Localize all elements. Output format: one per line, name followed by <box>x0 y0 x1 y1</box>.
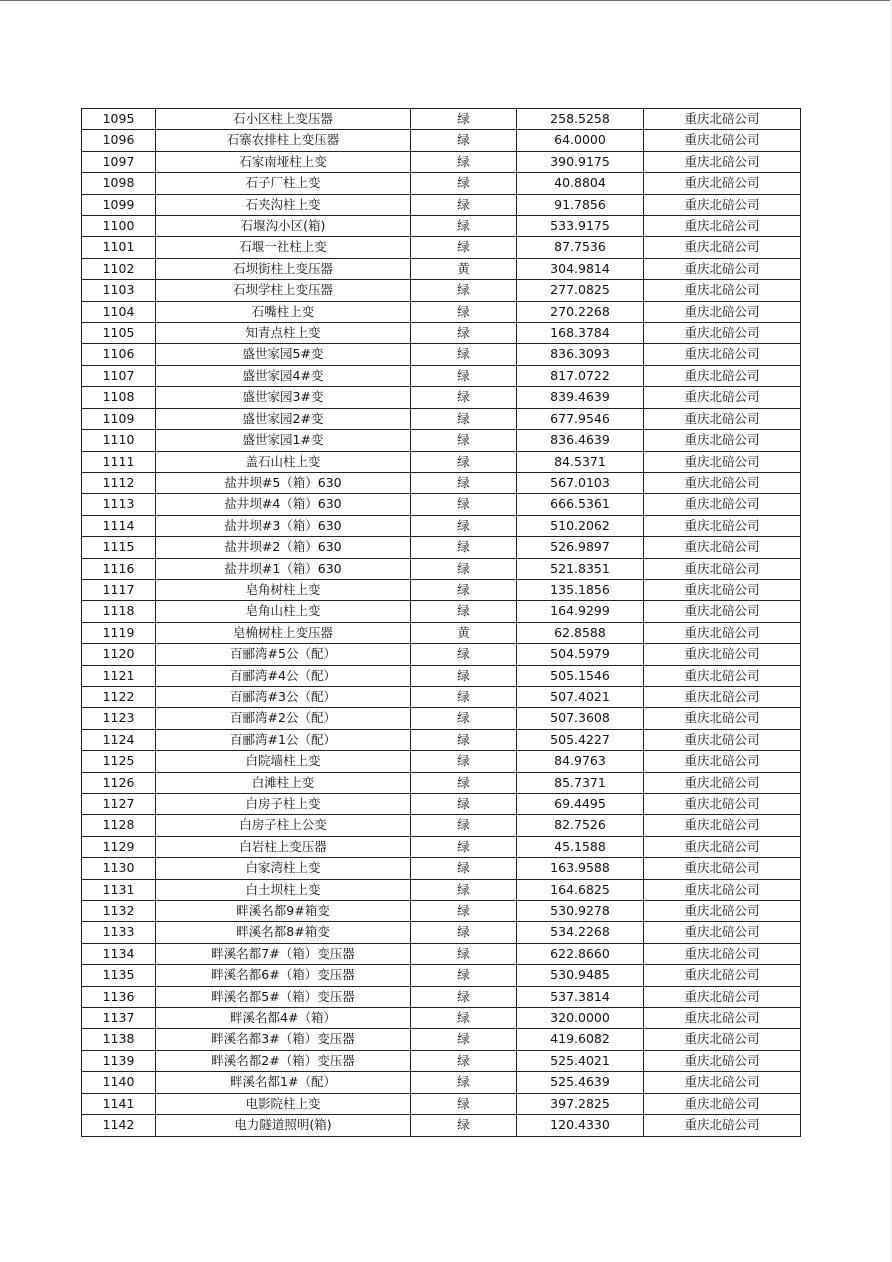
status-cell: 绿 <box>411 986 517 1007</box>
row-id-cell: 1130 <box>82 858 156 879</box>
table-row <box>82 216 801 237</box>
transformer-name-cell: 电力隧道照明(箱) <box>156 1115 411 1136</box>
row-id-cell: 1112 <box>82 472 156 493</box>
value-cell: 45.1588 <box>517 836 644 857</box>
transformer-name-cell: 盛世家园5#变 <box>156 344 411 365</box>
value-cell: 69.4495 <box>517 794 644 815</box>
transformer-name-cell: 畔溪名都9#箱变 <box>156 901 411 922</box>
company-cell: 重庆北碚公司 <box>644 472 801 493</box>
company-cell: 重庆北碚公司 <box>644 537 801 558</box>
row-id-cell: 1126 <box>82 772 156 793</box>
value-cell: 537.3814 <box>517 986 644 1007</box>
transformer-name-cell: 皂角树柱上变 <box>156 579 411 600</box>
transformer-name-cell: 畔溪名都8#箱变 <box>156 922 411 943</box>
transformer-name-cell: 石堰沟小区(箱) <box>156 216 411 237</box>
transformer-name-cell: 盛世家园2#变 <box>156 408 411 429</box>
status-cell: 绿 <box>411 194 517 215</box>
value-cell: 510.2062 <box>517 515 644 536</box>
transformer-name-cell: 盛世家园4#变 <box>156 365 411 386</box>
company-cell: 重庆北碚公司 <box>644 301 801 322</box>
row-id-cell: 1140 <box>82 1072 156 1093</box>
transformer-name-cell: 白房子柱上变 <box>156 794 411 815</box>
company-cell: 重庆北碚公司 <box>644 1008 801 1029</box>
company-cell: 重庆北碚公司 <box>644 408 801 429</box>
status-cell: 绿 <box>411 686 517 707</box>
value-cell: 507.4021 <box>517 686 644 707</box>
transformer-name-cell: 白家湾柱上变 <box>156 858 411 879</box>
table-row <box>82 579 801 600</box>
transformer-name-cell: 百郦湾#5公（配） <box>156 644 411 665</box>
company-cell: 重庆北碚公司 <box>644 515 801 536</box>
transformer-name-cell: 石小区柱上变压器 <box>156 109 411 130</box>
row-id-cell: 1123 <box>82 708 156 729</box>
row-id-cell: 1136 <box>82 986 156 1007</box>
row-id-cell: 1124 <box>82 729 156 750</box>
table-row <box>82 1115 801 1136</box>
row-id-cell: 1127 <box>82 794 156 815</box>
company-cell: 重庆北碚公司 <box>644 665 801 686</box>
status-cell: 绿 <box>411 151 517 172</box>
status-cell: 绿 <box>411 558 517 579</box>
table-row <box>82 558 801 579</box>
table-row <box>82 943 801 964</box>
value-cell: 64.0000 <box>517 130 644 151</box>
table-row <box>82 622 801 643</box>
transformer-name-cell: 百郦湾#4公（配） <box>156 665 411 686</box>
status-cell: 绿 <box>411 858 517 879</box>
status-cell: 绿 <box>411 836 517 857</box>
table-row <box>82 408 801 429</box>
transformer-name-cell: 石坝学柱上变压器 <box>156 280 411 301</box>
table-row <box>82 772 801 793</box>
value-cell: 505.1546 <box>517 665 644 686</box>
status-cell: 绿 <box>411 601 517 622</box>
transformer-name-cell: 电影院柱上变 <box>156 1093 411 1114</box>
row-id-cell: 1135 <box>82 965 156 986</box>
company-cell: 重庆北碚公司 <box>644 1072 801 1093</box>
company-cell: 重庆北碚公司 <box>644 815 801 836</box>
value-cell: 504.5979 <box>517 644 644 665</box>
value-cell: 163.9588 <box>517 858 644 879</box>
row-id-cell: 1097 <box>82 151 156 172</box>
company-cell: 重庆北碚公司 <box>644 558 801 579</box>
row-id-cell: 1134 <box>82 943 156 964</box>
row-id-cell: 1137 <box>82 1008 156 1029</box>
transformer-name-cell: 畔溪名都3#（箱）变压器 <box>156 1029 411 1050</box>
company-cell: 重庆北碚公司 <box>644 772 801 793</box>
company-cell: 重庆北碚公司 <box>644 708 801 729</box>
company-cell: 重庆北碚公司 <box>644 451 801 472</box>
status-cell: 绿 <box>411 922 517 943</box>
status-cell: 绿 <box>411 1115 517 1136</box>
table-row <box>82 515 801 536</box>
status-cell: 绿 <box>411 1093 517 1114</box>
company-cell: 重庆北碚公司 <box>644 794 801 815</box>
value-cell: 836.4639 <box>517 430 644 451</box>
table-row <box>82 472 801 493</box>
company-cell: 重庆北碚公司 <box>644 965 801 986</box>
company-cell: 重庆北碚公司 <box>644 901 801 922</box>
status-cell: 绿 <box>411 708 517 729</box>
row-id-cell: 1122 <box>82 686 156 707</box>
value-cell: 82.7526 <box>517 815 644 836</box>
company-cell: 重庆北碚公司 <box>644 579 801 600</box>
status-cell: 绿 <box>411 344 517 365</box>
transformer-name-cell: 盐井坝#4（箱）630 <box>156 494 411 515</box>
row-id-cell: 1141 <box>82 1093 156 1114</box>
row-id-cell: 1108 <box>82 387 156 408</box>
status-cell: 绿 <box>411 879 517 900</box>
status-cell: 黄 <box>411 622 517 643</box>
table-row <box>82 1072 801 1093</box>
row-id-cell: 1098 <box>82 173 156 194</box>
table-row <box>82 858 801 879</box>
table-row <box>82 430 801 451</box>
value-cell: 120.4330 <box>517 1115 644 1136</box>
company-cell: 重庆北碚公司 <box>644 258 801 279</box>
status-cell: 绿 <box>411 537 517 558</box>
table-row <box>82 1008 801 1029</box>
row-id-cell: 1133 <box>82 922 156 943</box>
table-row <box>82 537 801 558</box>
table-row <box>82 644 801 665</box>
company-cell: 重庆北碚公司 <box>644 879 801 900</box>
status-cell: 绿 <box>411 130 517 151</box>
status-cell: 绿 <box>411 280 517 301</box>
row-id-cell: 1107 <box>82 365 156 386</box>
table-row <box>82 836 801 857</box>
transformer-name-cell: 百郦湾#1公（配） <box>156 729 411 750</box>
value-cell: 320.0000 <box>517 1008 644 1029</box>
status-cell: 绿 <box>411 965 517 986</box>
row-id-cell: 1096 <box>82 130 156 151</box>
company-cell: 重庆北碚公司 <box>644 686 801 707</box>
value-cell: 84.9763 <box>517 751 644 772</box>
row-id-cell: 1113 <box>82 494 156 515</box>
company-cell: 重庆北碚公司 <box>644 601 801 622</box>
status-cell: 绿 <box>411 772 517 793</box>
status-cell: 绿 <box>411 494 517 515</box>
status-cell: 绿 <box>411 430 517 451</box>
value-cell: 258.5258 <box>517 109 644 130</box>
row-id-cell: 1120 <box>82 644 156 665</box>
company-cell: 重庆北碚公司 <box>644 173 801 194</box>
status-cell: 绿 <box>411 1029 517 1050</box>
table-row <box>82 451 801 472</box>
company-cell: 重庆北碚公司 <box>644 858 801 879</box>
table-row <box>82 665 801 686</box>
row-id-cell: 1095 <box>82 109 156 130</box>
status-cell: 绿 <box>411 815 517 836</box>
value-cell: 507.3608 <box>517 708 644 729</box>
status-cell: 绿 <box>411 216 517 237</box>
value-cell: 567.0103 <box>517 472 644 493</box>
row-id-cell: 1121 <box>82 665 156 686</box>
company-cell: 重庆北碚公司 <box>644 729 801 750</box>
company-cell: 重庆北碚公司 <box>644 323 801 344</box>
row-id-cell: 1109 <box>82 408 156 429</box>
status-cell: 绿 <box>411 579 517 600</box>
value-cell: 525.4639 <box>517 1072 644 1093</box>
row-id-cell: 1117 <box>82 579 156 600</box>
row-id-cell: 1114 <box>82 515 156 536</box>
table-row <box>82 365 801 386</box>
transformer-name-cell: 皂角山柱上变 <box>156 601 411 622</box>
transformer-name-cell: 石家南垭柱上变 <box>156 151 411 172</box>
transformer-name-cell: 畔溪名都7#（箱）变压器 <box>156 943 411 964</box>
transformer-name-cell: 畔溪名都1#（配） <box>156 1072 411 1093</box>
value-cell: 521.8351 <box>517 558 644 579</box>
table-row <box>82 387 801 408</box>
table-row <box>82 986 801 1007</box>
table-row <box>82 922 801 943</box>
value-cell: 534.2268 <box>517 922 644 943</box>
row-id-cell: 1118 <box>82 601 156 622</box>
table-row <box>82 901 801 922</box>
status-cell: 绿 <box>411 644 517 665</box>
transformer-name-cell: 白土坝柱上变 <box>156 879 411 900</box>
value-cell: 839.4639 <box>517 387 644 408</box>
table-row <box>82 301 801 322</box>
value-cell: 91.7856 <box>517 194 644 215</box>
status-cell: 绿 <box>411 301 517 322</box>
table-body <box>82 109 801 1137</box>
value-cell: 277.0825 <box>517 280 644 301</box>
company-cell: 重庆北碚公司 <box>644 237 801 258</box>
status-cell: 绿 <box>411 323 517 344</box>
row-id-cell: 1129 <box>82 836 156 857</box>
transformer-name-cell: 畔溪名都5#（箱）变压器 <box>156 986 411 1007</box>
table-row <box>82 237 801 258</box>
transformer-name-cell: 知青点柱上变 <box>156 323 411 344</box>
row-id-cell: 1101 <box>82 237 156 258</box>
company-cell: 重庆北碚公司 <box>644 344 801 365</box>
transformer-name-cell: 白院墙柱上变 <box>156 751 411 772</box>
company-cell: 重庆北碚公司 <box>644 151 801 172</box>
table-row <box>82 1029 801 1050</box>
company-cell: 重庆北碚公司 <box>644 644 801 665</box>
table-row <box>82 815 801 836</box>
value-cell: 530.9278 <box>517 901 644 922</box>
status-cell: 绿 <box>411 173 517 194</box>
transformer-name-cell: 石坝街柱上变压器 <box>156 258 411 279</box>
status-cell: 绿 <box>411 665 517 686</box>
transformer-name-cell: 石子厂柱上变 <box>156 173 411 194</box>
company-cell: 重庆北碚公司 <box>644 109 801 130</box>
table-row <box>82 494 801 515</box>
table-row <box>82 323 801 344</box>
status-cell: 绿 <box>411 515 517 536</box>
value-cell: 164.6825 <box>517 879 644 900</box>
value-cell: 40.8804 <box>517 173 644 194</box>
row-id-cell: 1104 <box>82 301 156 322</box>
value-cell: 622.8660 <box>517 943 644 964</box>
row-id-cell: 1132 <box>82 901 156 922</box>
value-cell: 270.2268 <box>517 301 644 322</box>
value-cell: 62.8588 <box>517 622 644 643</box>
table-row <box>82 280 801 301</box>
value-cell: 304.9814 <box>517 258 644 279</box>
row-id-cell: 1100 <box>82 216 156 237</box>
company-cell: 重庆北碚公司 <box>644 1029 801 1050</box>
value-cell: 164.9299 <box>517 601 644 622</box>
value-cell: 397.2825 <box>517 1093 644 1114</box>
row-id-cell: 1131 <box>82 879 156 900</box>
company-cell: 重庆北碚公司 <box>644 494 801 515</box>
transformer-name-cell: 百郦湾#3公（配） <box>156 686 411 707</box>
transformer-name-cell: 盛世家园3#变 <box>156 387 411 408</box>
status-cell: 绿 <box>411 472 517 493</box>
row-id-cell: 1102 <box>82 258 156 279</box>
value-cell: 817.0722 <box>517 365 644 386</box>
company-cell: 重庆北碚公司 <box>644 216 801 237</box>
row-id-cell: 1111 <box>82 451 156 472</box>
page-top-border <box>0 0 892 1</box>
company-cell: 重庆北碚公司 <box>644 986 801 1007</box>
transformer-name-cell: 百郦湾#2公（配） <box>156 708 411 729</box>
value-cell: 135.1856 <box>517 579 644 600</box>
value-cell: 677.9546 <box>517 408 644 429</box>
value-cell: 85.7371 <box>517 772 644 793</box>
status-cell: 绿 <box>411 451 517 472</box>
transformer-name-cell: 盐井坝#2（箱）630 <box>156 537 411 558</box>
table-row <box>82 344 801 365</box>
table-row <box>82 151 801 172</box>
transformer-name-cell: 白房子柱上公变 <box>156 815 411 836</box>
company-cell: 重庆北碚公司 <box>644 194 801 215</box>
row-id-cell: 1119 <box>82 622 156 643</box>
transformer-name-cell: 石寨农排柱上变压器 <box>156 130 411 151</box>
value-cell: 836.3093 <box>517 344 644 365</box>
table-row <box>82 965 801 986</box>
value-cell: 87.7536 <box>517 237 644 258</box>
company-cell: 重庆北碚公司 <box>644 365 801 386</box>
company-cell: 重庆北碚公司 <box>644 430 801 451</box>
row-id-cell: 1139 <box>82 1050 156 1071</box>
row-id-cell: 1110 <box>82 430 156 451</box>
transformer-name-cell: 白岩柱上变压器 <box>156 836 411 857</box>
value-cell: 419.6082 <box>517 1029 644 1050</box>
company-cell: 重庆北碚公司 <box>644 130 801 151</box>
status-cell: 绿 <box>411 1072 517 1093</box>
company-cell: 重庆北碚公司 <box>644 922 801 943</box>
transformer-name-cell: 盛世家园1#变 <box>156 430 411 451</box>
transformer-name-cell: 石嘴柱上变 <box>156 301 411 322</box>
transformer-name-cell: 畔溪名都4#（箱） <box>156 1008 411 1029</box>
table-row <box>82 686 801 707</box>
value-cell: 526.9897 <box>517 537 644 558</box>
table-row <box>82 173 801 194</box>
status-cell: 绿 <box>411 794 517 815</box>
status-cell: 绿 <box>411 943 517 964</box>
company-cell: 重庆北碚公司 <box>644 1115 801 1136</box>
company-cell: 重庆北碚公司 <box>644 387 801 408</box>
status-cell: 绿 <box>411 1050 517 1071</box>
company-cell: 重庆北碚公司 <box>644 280 801 301</box>
transformer-name-cell: 皂桷树柱上变压器 <box>156 622 411 643</box>
status-cell: 黄 <box>411 258 517 279</box>
row-id-cell: 1128 <box>82 815 156 836</box>
transformer-name-cell: 石夹沟柱上变 <box>156 194 411 215</box>
status-cell: 绿 <box>411 408 517 429</box>
row-id-cell: 1125 <box>82 751 156 772</box>
status-cell: 绿 <box>411 1008 517 1029</box>
table-row <box>82 729 801 750</box>
table-row <box>82 1050 801 1071</box>
status-cell: 绿 <box>411 237 517 258</box>
table-row <box>82 751 801 772</box>
value-cell: 505.4227 <box>517 729 644 750</box>
row-id-cell: 1099 <box>82 194 156 215</box>
value-cell: 390.9175 <box>517 151 644 172</box>
row-id-cell: 1103 <box>82 280 156 301</box>
company-cell: 重庆北碚公司 <box>644 622 801 643</box>
company-cell: 重庆北碚公司 <box>644 836 801 857</box>
table-row <box>82 130 801 151</box>
transformer-name-cell: 盐井坝#3（箱）630 <box>156 515 411 536</box>
table-row <box>82 194 801 215</box>
table-row <box>82 601 801 622</box>
value-cell: 533.9175 <box>517 216 644 237</box>
transformer-name-cell: 盖石山柱上变 <box>156 451 411 472</box>
transformer-name-cell: 盐井坝#5（箱）630 <box>156 472 411 493</box>
transformer-name-cell: 石堰一社柱上变 <box>156 237 411 258</box>
status-cell: 绿 <box>411 387 517 408</box>
transformer-name-cell: 白滩柱上变 <box>156 772 411 793</box>
transformer-name-cell: 畔溪名都6#（箱）变压器 <box>156 965 411 986</box>
transformer-name-cell: 盐井坝#1（箱）630 <box>156 558 411 579</box>
status-cell: 绿 <box>411 109 517 130</box>
company-cell: 重庆北碚公司 <box>644 1050 801 1071</box>
transformer-name-cell: 畔溪名都2#（箱）变压器 <box>156 1050 411 1071</box>
table-row <box>82 794 801 815</box>
table-row <box>82 1093 801 1114</box>
row-id-cell: 1106 <box>82 344 156 365</box>
row-id-cell: 1142 <box>82 1115 156 1136</box>
transformer-table <box>81 108 801 1137</box>
status-cell: 绿 <box>411 901 517 922</box>
status-cell: 绿 <box>411 729 517 750</box>
table-row <box>82 258 801 279</box>
table-row <box>82 708 801 729</box>
row-id-cell: 1115 <box>82 537 156 558</box>
value-cell: 84.5371 <box>517 451 644 472</box>
table-row <box>82 109 801 130</box>
value-cell: 530.9485 <box>517 965 644 986</box>
value-cell: 525.4021 <box>517 1050 644 1071</box>
company-cell: 重庆北碚公司 <box>644 751 801 772</box>
company-cell: 重庆北碚公司 <box>644 1093 801 1114</box>
table-row <box>82 879 801 900</box>
status-cell: 绿 <box>411 365 517 386</box>
value-cell: 666.5361 <box>517 494 644 515</box>
value-cell: 168.3784 <box>517 323 644 344</box>
row-id-cell: 1116 <box>82 558 156 579</box>
company-cell: 重庆北碚公司 <box>644 943 801 964</box>
status-cell: 绿 <box>411 751 517 772</box>
row-id-cell: 1138 <box>82 1029 156 1050</box>
row-id-cell: 1105 <box>82 323 156 344</box>
